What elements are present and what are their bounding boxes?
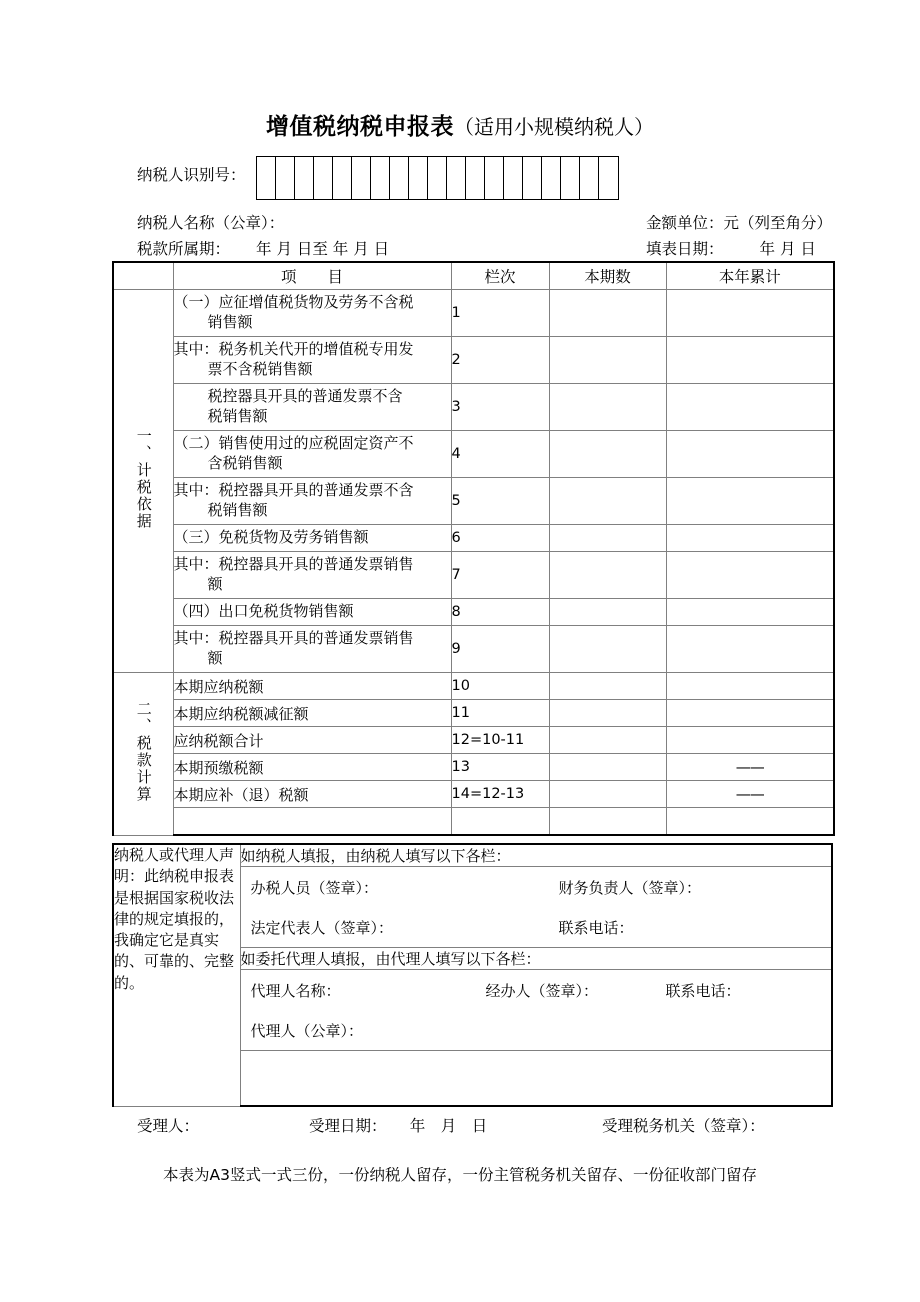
row-line-no: 11	[451, 700, 549, 727]
row-current-input[interactable]	[549, 673, 666, 700]
signature-row-2	[241, 907, 832, 947]
taxpayer-id-cell[interactable]	[485, 157, 504, 199]
receive-authority-label: 受理税务机关（签章）：	[602, 1117, 765, 1135]
section-label-basis-text: 一、计税依据	[134, 428, 153, 530]
row-ytd-input[interactable]	[666, 290, 834, 337]
row-item-line1: （三）免税货物及劳务销售额	[173, 528, 369, 547]
row-line-no: 4	[451, 431, 549, 478]
row-ytd-input[interactable]	[666, 478, 834, 525]
taxpayer-signature-area	[240, 867, 832, 948]
row-item-line2: 销售额	[207, 313, 253, 331]
form-note: 本表为A3竖式一式三份，一份纳税人留存，一份主管税务机关留存、一份征收部门留存	[163, 1166, 757, 1184]
fill-date-label: 填表日期：	[646, 240, 724, 258]
taxpayer-id-cell[interactable]	[580, 157, 599, 199]
row-ytd-input[interactable]	[666, 525, 834, 552]
row-item-label: 本期应纳税额减征额	[173, 700, 451, 727]
row-ytd-input[interactable]	[666, 727, 834, 754]
row-item-label	[173, 626, 451, 673]
tax-period-row	[137, 237, 389, 259]
taxpayer-id-cell[interactable]	[542, 157, 561, 199]
agent-seal-label[interactable]: 代理人（公章）：	[250, 1022, 364, 1040]
taxpayer-id-cell[interactable]	[409, 157, 428, 199]
column-header-ytd	[666, 262, 834, 290]
taxpayer-id-label: 纳税人识别号：	[137, 166, 246, 184]
taxpayer-id-input[interactable]	[256, 156, 619, 200]
receive-date-label: 受理日期： 年 月 日	[309, 1117, 488, 1135]
row-current-input[interactable]	[549, 384, 666, 431]
row-item-label: 本期应纳税额	[173, 673, 451, 700]
row-ytd-input[interactable]	[666, 626, 834, 673]
page-title-sub: （适用小规模纳税人）	[454, 115, 654, 139]
taxpayer-id-cell[interactable]	[428, 157, 447, 199]
row-item-label	[173, 478, 451, 525]
taxpayer-id-cell[interactable]	[523, 157, 542, 199]
taxpayer-phone-label[interactable]: 联系电话：	[558, 919, 634, 937]
row-ytd-input[interactable]	[666, 431, 834, 478]
row-line-no: 8	[451, 599, 549, 626]
agent-fill-bar: 如委托代理人填报，由代理人填写以下各栏：	[240, 948, 832, 970]
column-header-line-no	[451, 262, 549, 290]
taxpayer-id-cell[interactable]	[276, 157, 295, 199]
row-item-label	[173, 599, 451, 626]
tax-period-value[interactable]: 年 月 日至 年 月 日	[256, 240, 390, 258]
row-current-input[interactable]	[549, 552, 666, 599]
declaration-row-taxpayer-bar	[113, 844, 832, 867]
row-ytd-input[interactable]	[666, 700, 834, 727]
taxpayer-name-label: 纳税人名称（公章）：	[137, 214, 285, 232]
taxpayer-id-cell[interactable]	[561, 157, 580, 199]
section-label-calculation	[113, 673, 173, 836]
table-row	[113, 700, 834, 727]
row-item-label: 本期预缴税额	[173, 754, 451, 781]
row-item-line2: 税销售额	[207, 501, 268, 519]
fill-date-row	[646, 237, 816, 259]
amount-unit-label: 金额单位：元（列至角分）	[646, 214, 833, 232]
row-item-line1: 其中：税控器具开具的普通发票销售	[173, 555, 414, 574]
clerk-signature-label[interactable]: 办税人员（签章）：	[250, 879, 379, 897]
row-item-line2: 票不含税销售额	[207, 360, 313, 378]
column-header-current-label: 本期数	[584, 268, 631, 286]
row-line-no: 12=10-11	[451, 727, 549, 754]
page-title	[0, 108, 920, 141]
legal-rep-signature-label[interactable]: 法定代表人（签章）：	[250, 919, 394, 937]
declaration-statement: 纳税人或代理人声明：此纳税申报表是根据国家税收法律的规定填报的，我确定它是真实的、可靠的、完整的。	[113, 844, 240, 1106]
row-line-no: 3	[451, 384, 549, 431]
row-item-label	[173, 337, 451, 384]
table-row	[113, 525, 834, 552]
finance-head-signature-label[interactable]: 财务负责人（签章）：	[558, 879, 702, 897]
column-header-line-no-label: 栏次	[484, 268, 516, 286]
table-row	[113, 552, 834, 599]
vat-declaration-table	[112, 261, 835, 836]
row-ytd-dash: ——	[666, 781, 834, 808]
table-row	[113, 727, 834, 754]
row-item-label	[173, 552, 451, 599]
row-item-line2: 税销售额	[207, 407, 268, 425]
row-ytd-input[interactable]	[666, 599, 834, 626]
row-ytd-input[interactable]	[666, 673, 834, 700]
taxpayer-id-cell[interactable]	[390, 157, 409, 199]
taxpayer-id-cell[interactable]	[352, 157, 371, 199]
row-current-input[interactable]	[549, 337, 666, 384]
table-header-row	[113, 262, 834, 290]
row-item-label	[173, 384, 451, 431]
taxpayer-id-cell[interactable]	[447, 157, 466, 199]
row-item-label: 应纳税额合计	[173, 727, 451, 754]
taxpayer-fill-bar: 如纳税人填报，由纳税人填写以下各栏：	[240, 844, 832, 867]
table-row	[113, 808, 834, 836]
table-row	[113, 626, 834, 673]
row-ytd-input[interactable]	[666, 384, 834, 431]
row-current-input[interactable]	[549, 626, 666, 673]
row-item-line1: （四）出口免税货物销售额	[173, 602, 354, 621]
row-ytd-input[interactable]	[666, 808, 834, 836]
section-label-calculation-text: 二、税款计算	[134, 700, 153, 803]
column-header-current	[549, 262, 666, 290]
row-ytd-dash: ——	[666, 754, 834, 781]
taxpayer-id-cell[interactable]	[295, 157, 314, 199]
table-row	[113, 478, 834, 525]
row-current-input[interactable]	[549, 781, 666, 808]
table-row	[113, 337, 834, 384]
taxpayer-id-cell[interactable]	[257, 157, 276, 199]
agent-blank-area[interactable]	[240, 1051, 832, 1107]
table-row	[113, 754, 834, 781]
row-line-no: 9	[451, 626, 549, 673]
row-line-no: 14=12-13	[451, 781, 549, 808]
fill-date-value[interactable]: 年 月 日	[759, 240, 816, 258]
column-header-item-label: 项 目	[280, 268, 343, 286]
row-current-input[interactable]	[549, 808, 666, 836]
receiver-label: 受理人：	[137, 1117, 200, 1135]
row-item-line1: 其中：税务机关代开的增值税专用发	[173, 340, 414, 359]
row-item-label	[173, 431, 451, 478]
taxpayer-id-cell[interactable]	[466, 157, 485, 199]
row-item-line2: 额	[207, 649, 223, 667]
row-line-no: 5	[451, 478, 549, 525]
handler-signature-label[interactable]: 经办人（签章）：	[485, 982, 599, 1000]
row-current-input[interactable]	[549, 290, 666, 337]
row-item-line1: 其中：税控器具开具的普通发票不含	[173, 481, 414, 500]
table-row	[113, 599, 834, 626]
row-current-input[interactable]	[549, 431, 666, 478]
row-item-line1: （二）销售使用过的应税固定资产不	[173, 434, 414, 453]
row-line-no: 2	[451, 337, 549, 384]
row-line-no: 1	[451, 290, 549, 337]
row-line-no: 6	[451, 525, 549, 552]
row-current-input[interactable]	[549, 599, 666, 626]
column-header-ytd-label: 本年累计	[718, 268, 781, 286]
row-item-line2: 含税销售额	[207, 454, 283, 472]
declaration-table	[112, 843, 833, 1107]
tax-period-label: 税款所属期：	[137, 240, 231, 258]
row-item-label: 本期应补（退）税额	[173, 781, 451, 808]
header-corner-cell	[113, 262, 173, 290]
page-title-main: 增值税纳税申报表	[266, 114, 454, 140]
row-item-line1: 税控器具开具的普通发票不含	[207, 387, 403, 406]
row-line-no: 7	[451, 552, 549, 599]
agent-signature-area	[240, 970, 832, 1051]
column-header-item	[173, 262, 451, 290]
row-ytd-input[interactable]	[666, 552, 834, 599]
row-item-label	[173, 525, 451, 552]
row-current-input[interactable]	[549, 525, 666, 552]
row-line-no: 10	[451, 673, 549, 700]
table-row	[113, 384, 834, 431]
agent-phone-label[interactable]: 联系电话：	[665, 982, 741, 1000]
row-line-no: 13	[451, 754, 549, 781]
row-item-line1: （一）应征增值税货物及劳务不含税	[173, 293, 414, 312]
row-item-line2: 额	[207, 575, 223, 593]
row-current-input[interactable]	[549, 478, 666, 525]
taxpayer-id-cell[interactable]	[371, 157, 390, 199]
table-row	[113, 431, 834, 478]
section-label-basis	[113, 290, 173, 673]
taxpayer-id-cell[interactable]	[599, 157, 618, 199]
row-current-input[interactable]	[549, 727, 666, 754]
row-current-input[interactable]	[549, 700, 666, 727]
row-current-input[interactable]	[549, 754, 666, 781]
row-ytd-input[interactable]	[666, 337, 834, 384]
agent-name-label[interactable]: 代理人名称：	[250, 982, 341, 1000]
acceptance-row	[137, 1114, 837, 1136]
agent-row-1	[241, 970, 832, 1010]
row-item-label	[173, 290, 451, 337]
table-row	[113, 673, 834, 700]
taxpayer-id-cell[interactable]	[504, 157, 523, 199]
taxpayer-id-cell[interactable]	[333, 157, 352, 199]
table-row	[113, 290, 834, 337]
row-line-no	[451, 808, 549, 836]
row-item-label	[173, 808, 451, 836]
agent-row-2	[241, 1010, 832, 1050]
signature-row-1	[241, 867, 832, 907]
row-item-line1: 其中：税控器具开具的普通发票销售	[173, 629, 414, 648]
table-row	[113, 781, 834, 808]
taxpayer-id-cell[interactable]	[314, 157, 333, 199]
